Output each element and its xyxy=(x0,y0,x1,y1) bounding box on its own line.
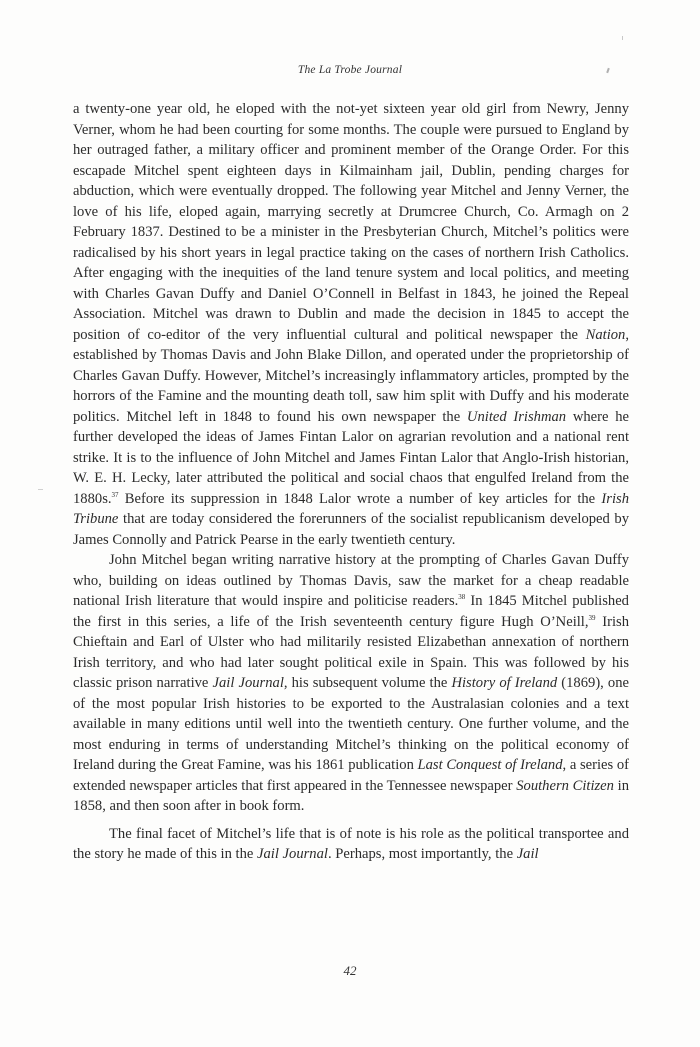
text-run: , a series of extended newspaper articles that first appeared in the Tennessee newspaper xyxy=(73,757,629,794)
italic-title: Jail Journal xyxy=(212,675,284,691)
body-text xyxy=(73,99,629,865)
italic-title: Jail Journal xyxy=(257,846,328,862)
footnote-ref: 39 xyxy=(588,613,596,622)
italic-title: Irish Tribune xyxy=(73,490,629,527)
text-run: a twenty-one year old, he eloped with the not-yet sixteen year old girl from Newry, Jenny Verner, whom he had been courting for some months. The couple were pursued to England by her outraged father, a military officer and prominent member of the Orange Order. For this escapade Mitchel spent eighteen days in Kilmainham jail, Dublin, pending charges for abduction, which were eventually dropped. The following year Mitchel and Jenny Verner, the love of his life, eloped again, marrying secretly at Drumcree Church, Co. Armagh on 2 February 1837. Destined to be a minister in the Presbyterian Church, Mitchel’s politics were radicalised by his short years in legal practice taking on the cases of northern Irish Catholics. After engaging with the inequities of the land tenure system and local politics, and meeting with Charles Gavan Duffy and Daniel O’Connell in Belfast in 1843, he joined the Repeal Association. Mitchel was drawn to Dublin and made the decision in 1845 to accept the position of co-editor of the very influential cultural and political newspaper the xyxy=(73,101,629,343)
text-run: that are today considered the forerunners of the socialist republicanism developed by James Connolly and Patrick Pearse in the early twentieth century. xyxy=(73,511,629,548)
footnote-ref: 38 xyxy=(458,593,466,602)
italic-title: Nation xyxy=(585,326,626,343)
footnote-ref: 37 xyxy=(111,490,119,499)
text-run: where he further developed the ideas of James Fintan Lalor on agrarian revolution and a national rent strike. It is to the influence of John Mitchel and James Fintan Lalor that Anglo-Irish historian, W. E. H. Lecky, later attributed the political and social chaos that engulfed Ireland from the 1880s. xyxy=(73,408,629,507)
text-run: . Perhaps, most importantly, the xyxy=(327,846,517,862)
text-run: In 1845 Mitchel published the first in this series, a life of the Irish seventeenth century figure Hugh O’Neill, xyxy=(73,593,629,630)
text-run: , established by Thomas Davis and John Blake Dillon, and operated under the proprietorship of Charles Gavan Duffy. However, Mitchel’s increasingly inflammatory articles, prompted by the horrors of the Famine and the mounting death toll, saw him split with Duffy and his moderate politics. Mitchel left in 1848 to found his own newspaper the xyxy=(73,326,629,425)
italic-title: Southern Citizen xyxy=(516,777,614,794)
scan-mark xyxy=(622,36,623,40)
text-run: , his subsequent volume the xyxy=(283,675,452,691)
paragraph-2 xyxy=(73,550,629,817)
italic-title: Last Conquest of Ireland xyxy=(417,757,563,773)
text-run: The final facet of Mitchel’s life that is of note is his role as the political transportee and the story he made of this in the xyxy=(73,825,629,862)
running-head: The La Trobe Journal xyxy=(297,64,403,76)
text-run: Irish Chieftain and Earl of Ulster who had militarily resisted Elizabethan annexation of northern Irish territory, and who had later sought political exile in Spain. This was followed by his classic prison narrative xyxy=(73,613,629,691)
text-run: John Mitchel began writing narrative history at the prompting of Charles Gavan Duffy who, building on ideas outlined by Thomas Davis, saw the market for a cheap readable national Irish literature that would inspire and politicise readers. xyxy=(73,552,629,609)
text-run: Before its suppression in 1848 Lalor wrote a number of key articles for the xyxy=(118,490,602,507)
paragraph-3 xyxy=(73,824,629,865)
text-run: (1869), one of the most popular Irish histories to be exported to the Australasian colonies and a text available in many editions until well into the twentieth century. One further volume, and the most enduring in terms of understanding Mitchel’s thinking on the political economy of Ireland during the Great Famine, was his 1861 publication xyxy=(73,675,629,773)
italic-title: History of Ireland xyxy=(451,675,558,691)
paragraph-1 xyxy=(73,99,629,550)
italic-title: Jail xyxy=(516,846,539,862)
italic-title: United Irishman xyxy=(466,408,567,425)
text-run: in 1858, and then soon after in book form. xyxy=(73,777,630,814)
scan-mark xyxy=(38,489,43,490)
page-number: 42 xyxy=(343,963,357,978)
